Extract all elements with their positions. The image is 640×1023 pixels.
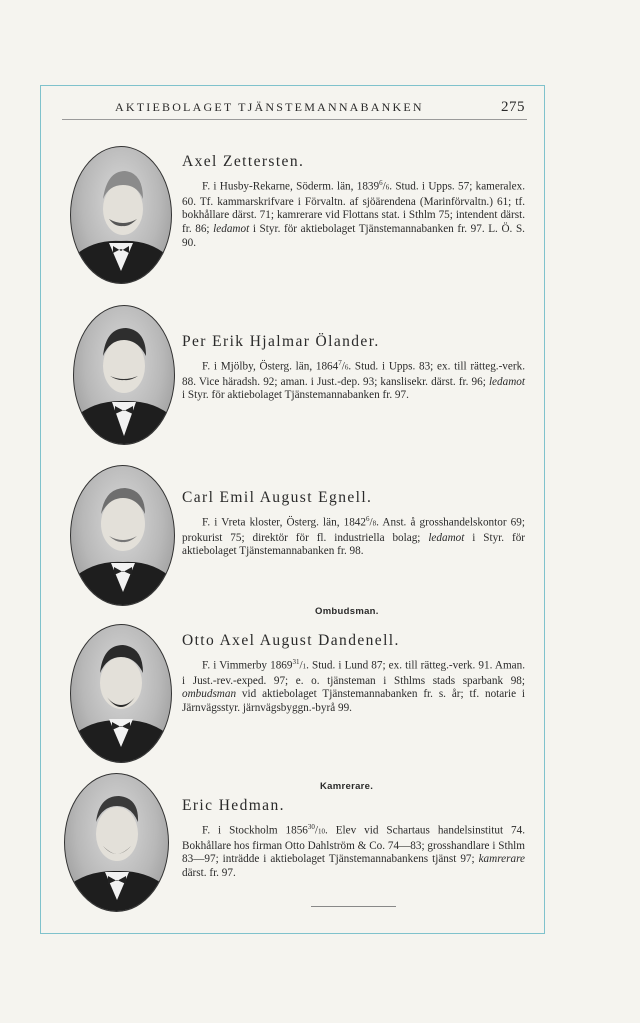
end-rule bbox=[311, 906, 396, 907]
entry-egnell bbox=[182, 489, 525, 559]
portrait-hedman bbox=[64, 773, 169, 912]
page-number: 275 bbox=[501, 99, 525, 115]
entry-hedman bbox=[182, 797, 525, 881]
person-name: Eric Hedman. bbox=[182, 797, 285, 814]
portrait-dandenell bbox=[70, 624, 172, 763]
person-name: Carl Emil August Egnell. bbox=[182, 489, 373, 506]
role-heading-ombudsman: Ombudsman. bbox=[315, 606, 379, 617]
person-biography: F. i Vimmerby 1869$^{31}$/1. Stud. i Lund 87; ex. till rätteg.-verk. 91. Aman. i Just.-rev.-exped. 97; e. o. tjänsteman i Sthlms stads sparbank 98; ombudsman vid aktiebolaget Tjänstemannabanken fr. s. år; tf. notarie i Järnvägsstyr. järnvägsbyggn.-byrå 99. bbox=[182, 658, 526, 715]
running-header bbox=[115, 99, 525, 116]
portrait-zettersten bbox=[70, 146, 172, 284]
header-rule bbox=[62, 119, 527, 120]
header-title: AKTIEBOLAGET TJÄNSTEMANNABANKEN bbox=[115, 100, 424, 114]
person-biography: F. i Husby-Rekarne, Söderm. län, 1839$^6$/6. Stud. i Upps. 57; kameralex. 60. Tf. kammarskrifvare i Förvaltn. af sjöärendena (Marinförvaltn.) 61; tf. bokhållare därst. 71; kamrerare vid Flottans stat. i Sthlm 75; intendent därst. fr. 86; ledamot i Styr. för aktiebolaget Tjänstemannabanken fr. 97. L. Ö. S. 90. bbox=[182, 179, 525, 249]
person-biography: F. i Stockholm 1856$^{30}$/10. Elev vid Schartaus handelsinstitut 74. Bokhållare hos firman Otto Dahlström & Co. 74—83; grosshandlare i Sthlm 83—97; inträdde i aktiebolaget Tjänstemannabankens tjänst 97; kamrerare därst. fr. 97. bbox=[182, 823, 525, 880]
person-name: Axel Zettersten. bbox=[182, 153, 305, 170]
entry-dandenell bbox=[182, 632, 525, 716]
entry-olander bbox=[182, 333, 525, 403]
portrait-olander bbox=[73, 305, 175, 445]
person-name: Per Erik Hjalmar Ölander. bbox=[182, 333, 380, 350]
person-name: Otto Axel August Dandenell. bbox=[182, 632, 400, 649]
person-biography: F. i Mjölby, Österg. län, 1864$^7$/6. Stud. i Upps. 83; ex. till rätteg.-verk. 88. Vice häradsh. 92; aman. i Just.-dep. 93; kanslisekr. därst. fr. 96; ledamot i Styr. för aktiebolaget Tjänstemannabanken fr. 97. bbox=[182, 359, 525, 402]
person-biography: F. i Vreta kloster, Österg. län, 1842$^6$/8. Anst. å grosshandelskontor 69; prokurist 75; direktör för fl. industriella bolag; ledamot i Styr. för aktiebolaget Tjänstemannabanken fr. 98. bbox=[182, 515, 526, 558]
portrait-egnell bbox=[70, 465, 175, 606]
entry-zettersten bbox=[182, 153, 525, 251]
role-heading-kamrerare: Kamrerare. bbox=[320, 781, 374, 792]
